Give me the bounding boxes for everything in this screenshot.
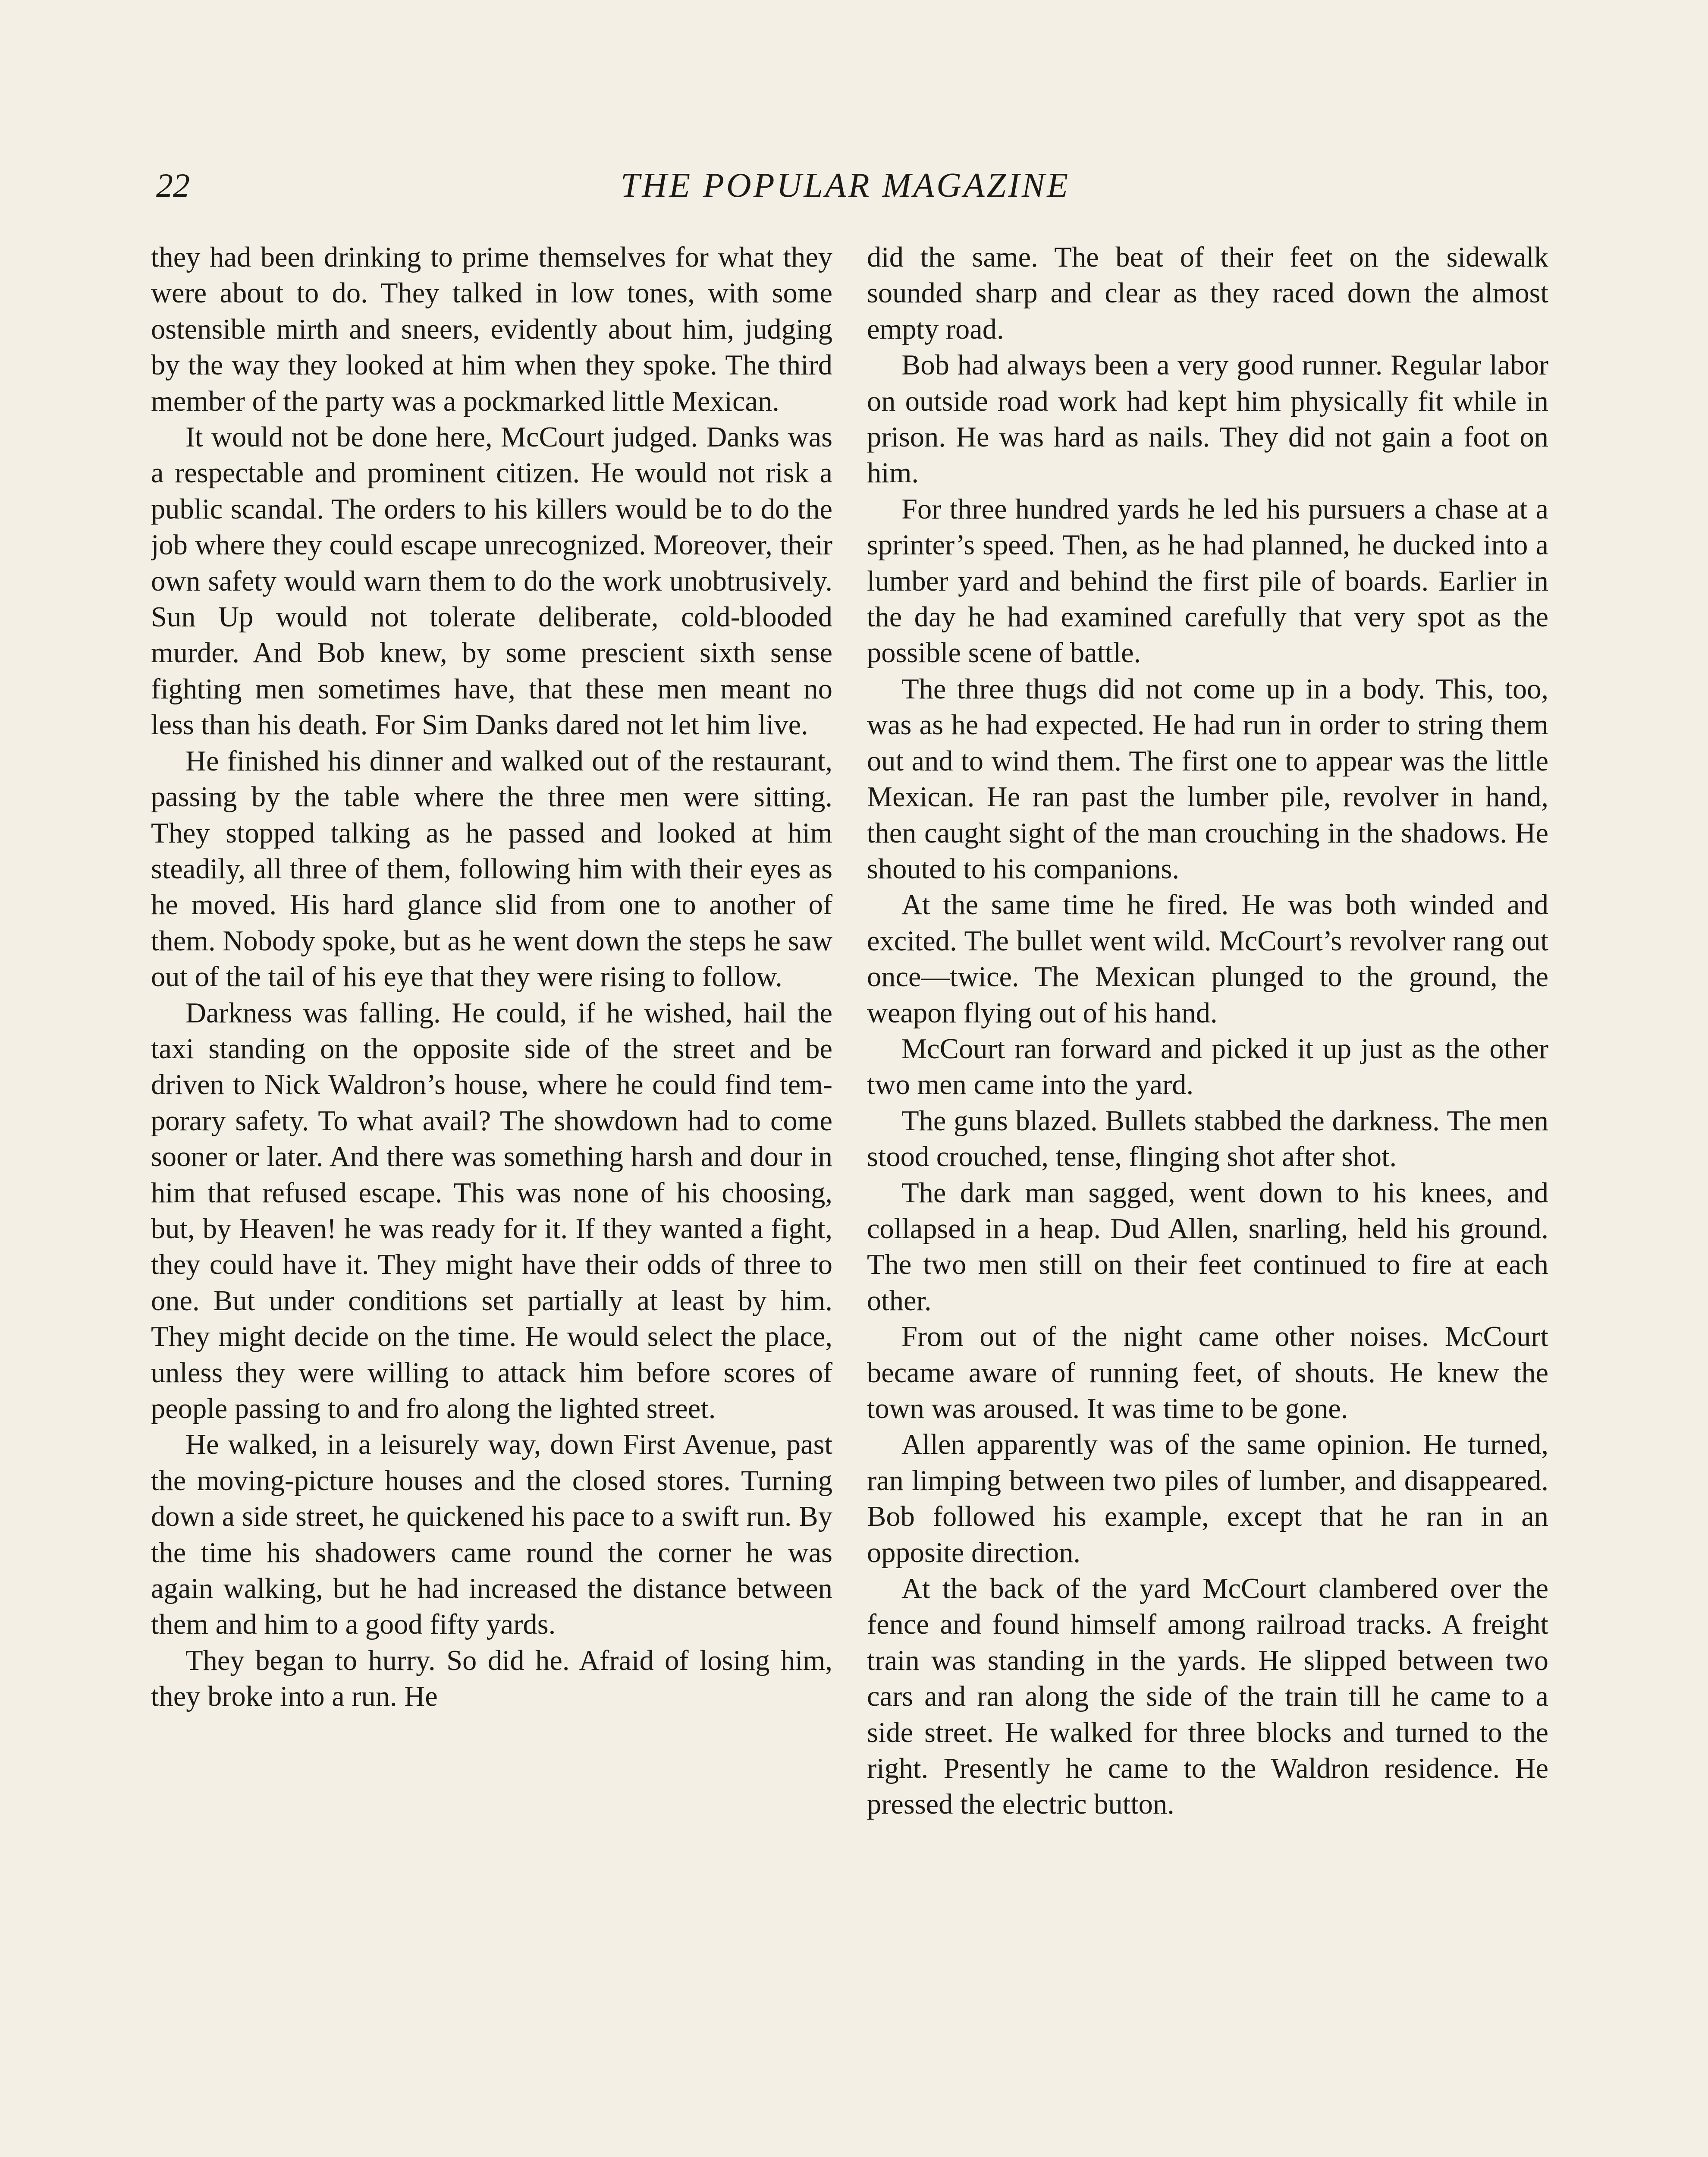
page-number: 22 [156, 167, 190, 204]
paragraph: did the same. The beat of their feet on the sidewalk sounded sharp and clear as they raced down the almost empty road. [867, 242, 1548, 345]
paragraph: Darkness was falling. He could, if he wished, hail the taxi standing on the opposite side of the street and be driven to Nick Waldron’s house, where he could find temporary safety. To what avail? The showdown had to come sooner or later. And there was something harsh and dour in him that refused escape. This was none of his choosing, but, by Heaven! he was ready for it. If they wanted a fight, they could have it. They might have their odds of three to one. But under conditions set partially at least by him. They might decide on the time. He would select the place, unless they were willing to attack him before scores of people passing to and fro along the lighted street. [151, 997, 832, 1424]
right-column [867, 239, 1548, 2157]
left-column [151, 239, 832, 2157]
paragraph: McCourt ran forward and picked it up just as the other two men came into the yard. [867, 1033, 1548, 1101]
article-body [151, 239, 1548, 2157]
paragraph: The three thugs did not come up in a body. This, too, was as he had expected. He had run in order to string them out and to wind them. The first one to appear was the little Mexican. He ran past the lumber pile, revolver in hand, then caught sight of the man crouching in the shadows. He shouted to his companions. [867, 673, 1548, 885]
page-header [147, 160, 1544, 211]
paragraph: He finished his dinner and walked out of the restaurant, passing by the table where the three men were sitting. They stopped talking as he passed and looked at him steadily, all three of them, following him with their eyes as he moved. His hard glance slid from one to another of them. Nobody spoke, but as he went down the steps he saw out of the tail of his eye that they were rising to follow. [151, 745, 832, 993]
paragraph: Bob had always been a very good runner. Regular labor on outside road work had kept him physically fit while in prison. He was hard as nails. They did not gain a foot on him. [867, 349, 1548, 489]
paragraph: He walked, in a leisurely way, down First Avenue, past the moving-picture houses and the closed stores. Turning down a side street, he quickened his pace to a swift run. By the time his shadowers came round the corner he was again walking, but he had increased the distance between them and him to a good fifty yards. [151, 1429, 832, 1641]
paragraph: For three hundred yards he led his pursuers a chase at a sprinter’s speed. Then, as he had planned, he ducked into a lumber yard and behind the first pile of boards. Earlier in the day he had examined carefully that very spot as the possible scene of battle. [867, 493, 1548, 669]
paragraph: From out of the night came other noises. McCourt became aware of running feet, of shouts. He knew the town was aroused. It was time to be gone. [867, 1321, 1548, 1424]
paragraph: Allen apparently was of the same opinion. He turned, ran limping between two piles of lumber, and disappeared. Bob followed his example, except that he ran in an opposite direction. [867, 1429, 1548, 1569]
paragraph: They began to hurry. So did he. Afraid of losing him, they broke into a run. He [151, 1644, 832, 1713]
paragraph: At the back of the yard McCourt clambered over the fence and found himself among railroad tracks. A freight train was standing in the yards. He slipped between two cars and ran along the side of the train till he came to a side street. He walked for three blocks and turned to the right. Presently he came to the Waldron residence. He pressed the electric button. [867, 1573, 1548, 1821]
paragraph: they had been drinking to prime themselves for what they were about to do. They talked in low tones, with some ostensible mirth and sneers, evidently about him, judging by the way they looked at him when they spoke. The third member of the party was a pockmarked little Mexican. [151, 242, 832, 417]
paragraph: It would not be done here, McCourt judged. Danks was a respectable and prominent citizen. He would not risk a public scandal. The orders to his killers would be to do the job where they could escape unrecognized. Moreover, their own safety would warn them to do the work unobtrusively. Sun Up would not tolerate deliberate, cold-blooded murder. And Bob knew, by some prescient sixth sense fighting men sometimes have, that these men meant no less than his death. For Sim Danks dared not let him live. [151, 421, 832, 741]
running-head: THE POPULAR MAGAZINE [620, 167, 1071, 204]
paragraph: The guns blazed. Bullets stabbed the darkness. The men stood crouched, tense, flinging shot after shot. [867, 1105, 1548, 1173]
paragraph: The dark man sagged, went down to his knees, and collapsed in a heap. Dud Allen, snarling, held his ground. The two men still on their feet continued to fire at each other. [867, 1177, 1548, 1317]
paragraph: At the same time he fired. He was both winded and excited. The bullet went wild. McCourt’s revolver rang out once—twice. The Mexican plunged to the ground, the weapon flying out of his hand. [867, 889, 1548, 1029]
